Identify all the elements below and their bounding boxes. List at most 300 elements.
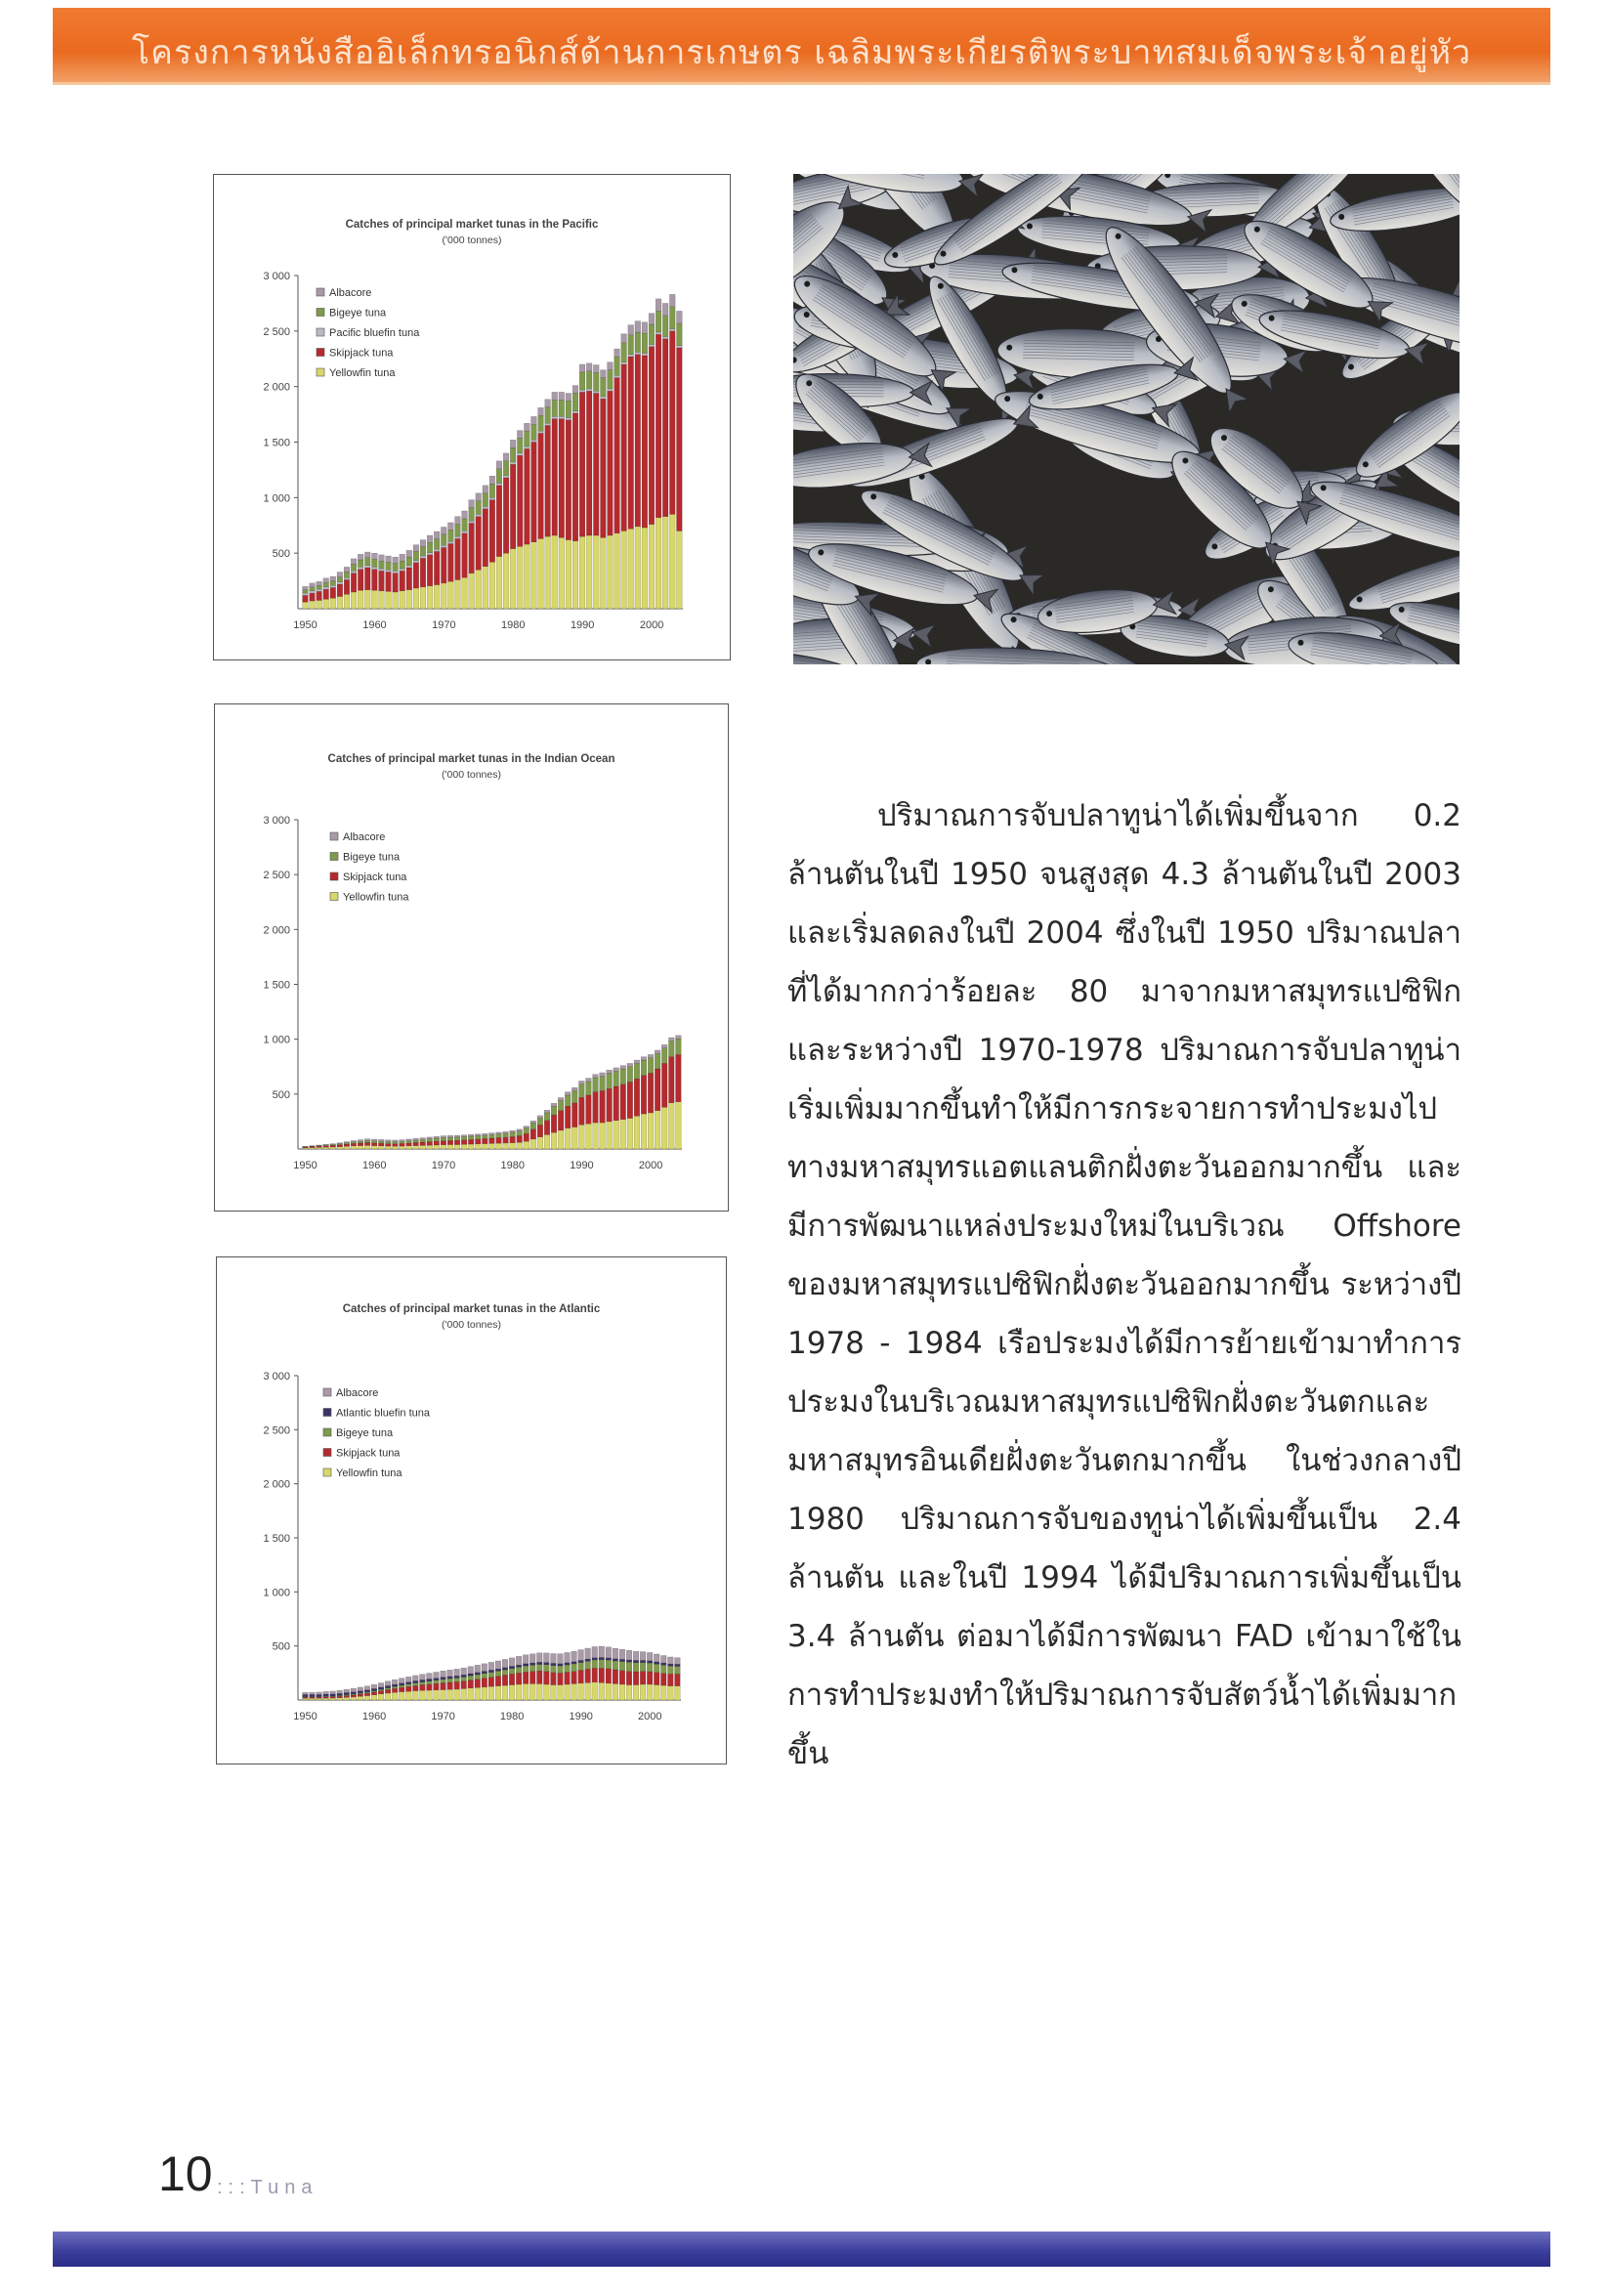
bar-segment — [337, 1693, 343, 1695]
bar-segment — [364, 1696, 370, 1700]
bar-segment — [640, 1660, 646, 1662]
bar-segment — [677, 531, 683, 609]
bar-segment — [371, 1688, 377, 1690]
bar-segment — [599, 1646, 605, 1658]
bar-segment — [544, 1134, 550, 1149]
x-tick-label: 1990 — [570, 1160, 594, 1171]
bar-segment — [614, 378, 620, 533]
bar-segment — [454, 1669, 460, 1676]
bar-segment — [461, 1681, 467, 1689]
bar-segment — [654, 1662, 659, 1664]
bar-segment — [510, 1132, 516, 1136]
bar-segment — [503, 476, 509, 478]
legend-swatch — [323, 1428, 331, 1436]
bar-segment — [371, 1684, 377, 1688]
bar-segment — [619, 1649, 625, 1659]
legend-swatch — [330, 853, 338, 861]
bar-segment — [420, 587, 426, 609]
bar-segment — [323, 599, 329, 609]
y-tick-label: 1 500 — [263, 437, 290, 449]
bar-segment — [510, 549, 516, 609]
bar-segment — [619, 1661, 625, 1670]
bar-segment — [482, 1138, 487, 1143]
bar-segment — [571, 1651, 577, 1662]
bar-segment — [420, 1139, 426, 1142]
legend-label: Bigeye tuna — [336, 1427, 394, 1439]
bar-segment — [517, 1131, 523, 1136]
bar-segment — [614, 1068, 619, 1071]
bar-segment — [434, 1679, 440, 1680]
bar-segment — [538, 407, 544, 415]
bar-segment — [579, 390, 585, 392]
bar-segment — [586, 1082, 592, 1095]
bar-segment — [330, 587, 336, 598]
bar-segment — [558, 1666, 564, 1673]
bar-segment — [405, 1684, 411, 1686]
bar-segment — [393, 563, 399, 571]
bar-segment — [310, 583, 316, 587]
bar-segment — [441, 527, 446, 533]
bar-segment — [488, 1673, 494, 1678]
bar-segment — [475, 1673, 481, 1675]
bar-segment — [441, 1136, 446, 1138]
bar-segment — [496, 1138, 502, 1144]
bar-segment — [330, 581, 336, 586]
bar-segment — [427, 1679, 433, 1681]
bar-segment — [454, 1689, 460, 1700]
bar-segment — [660, 1656, 666, 1664]
bar-segment — [455, 517, 461, 525]
bar-segment — [364, 566, 370, 568]
bar-segment — [654, 1664, 659, 1673]
bar-segment — [613, 1683, 618, 1700]
bar-segment — [461, 1675, 467, 1677]
bar-segment — [677, 346, 683, 348]
bar-segment — [614, 1086, 619, 1121]
bar-segment — [503, 1137, 509, 1143]
bar-segment — [592, 1668, 598, 1681]
bar-segment — [544, 1113, 550, 1121]
x-tick-label: 1950 — [293, 1160, 317, 1171]
bar-segment — [434, 531, 440, 538]
bar-segment — [351, 592, 357, 609]
chart-indian-ocean-svg — [215, 704, 728, 1211]
bar-segment — [317, 589, 322, 591]
bar-segment — [323, 1698, 329, 1700]
bar-segment — [344, 1697, 350, 1700]
bar-segment — [676, 1039, 682, 1054]
bar-segment — [427, 542, 433, 552]
bar-segment — [495, 1669, 501, 1671]
bar-segment — [593, 393, 599, 534]
bar-segment — [656, 299, 661, 312]
bar-segment — [372, 553, 378, 559]
legend-label: Skipjack tuna — [343, 872, 407, 883]
bar-segment — [351, 1695, 357, 1697]
bar-segment — [613, 1659, 618, 1661]
bar-segment — [558, 1097, 564, 1100]
y-tick-label: 3 000 — [263, 271, 290, 282]
bar-segment — [344, 1144, 350, 1146]
bar-segment — [482, 1135, 487, 1138]
bar-segment — [323, 587, 329, 589]
bar-segment — [565, 1128, 571, 1149]
bar-segment — [571, 1090, 577, 1102]
bar-segment — [405, 1686, 411, 1691]
bar-segment — [406, 1143, 412, 1146]
bar-segment — [565, 1673, 571, 1684]
bar-segment — [468, 1680, 474, 1688]
bar-segment — [619, 1684, 625, 1700]
bar-segment — [585, 1669, 591, 1682]
bar-segment — [667, 1674, 673, 1685]
x-tick-label: 1980 — [501, 619, 526, 631]
bar-segment — [654, 1685, 659, 1700]
bar-segment — [379, 555, 385, 561]
bar-segment — [565, 1665, 571, 1673]
bar-segment — [496, 461, 502, 469]
y-tick-label: 1 000 — [263, 1034, 290, 1046]
bar-segment — [310, 593, 316, 601]
bar-segment — [323, 1147, 329, 1149]
bar-segment — [364, 558, 370, 566]
bar-segment — [572, 413, 578, 541]
bar-segment — [413, 1140, 419, 1142]
bar-segment — [372, 567, 378, 569]
bar-segment — [330, 1144, 336, 1145]
bar-segment — [599, 1668, 605, 1682]
bar-segment — [647, 1652, 653, 1660]
bar-segment — [462, 531, 468, 532]
bar-segment — [406, 590, 412, 609]
bar-segment — [675, 1664, 681, 1666]
bar-segment — [358, 1696, 363, 1700]
bar-segment — [516, 1684, 522, 1700]
bar-segment — [358, 560, 363, 567]
bar-segment — [503, 461, 509, 476]
bar-segment — [364, 1142, 370, 1145]
bar-segment — [536, 1671, 542, 1683]
legend-label: Skipjack tuna — [329, 347, 394, 360]
bar-segment — [628, 529, 634, 609]
bar-segment — [495, 1661, 501, 1669]
bar-segment — [441, 1689, 446, 1700]
bar-segment — [351, 1688, 357, 1692]
bar-segment — [385, 1681, 391, 1686]
bar-segment — [649, 344, 655, 346]
bar-segment — [358, 1141, 363, 1143]
bar-segment — [544, 1684, 550, 1700]
bar-segment — [385, 1146, 391, 1149]
bar-segment — [303, 593, 309, 595]
bar-segment — [621, 343, 627, 362]
bar-segment — [544, 1110, 550, 1113]
bar-segment — [434, 1141, 440, 1145]
bar-segment — [358, 1146, 363, 1149]
bar-segment — [626, 1672, 632, 1685]
bar-segment — [496, 486, 502, 557]
bar-segment — [317, 600, 322, 609]
bar-segment — [385, 1688, 391, 1690]
bar-segment — [662, 316, 668, 337]
bar-segment — [344, 1696, 350, 1698]
bar-segment — [517, 431, 523, 439]
bar-segment — [475, 1665, 481, 1673]
legend-swatch — [317, 309, 324, 317]
bar-segment — [579, 1084, 585, 1097]
bar-segment — [558, 1101, 564, 1111]
y-tick-label: 2 000 — [263, 381, 290, 394]
bar-segment — [427, 586, 433, 609]
bar-segment — [434, 549, 440, 551]
bar-segment — [468, 1139, 474, 1144]
bar-segment — [510, 462, 516, 464]
bar-segment — [400, 554, 405, 561]
bar-segment — [448, 541, 454, 543]
bar-segment — [559, 419, 565, 538]
bar-segment — [317, 591, 322, 600]
bar-segment — [468, 1688, 474, 1700]
bar-segment — [558, 1664, 564, 1666]
bar-segment — [517, 1129, 523, 1131]
bar-segment — [393, 1142, 399, 1144]
bar-segment — [545, 400, 551, 407]
bar-segment — [406, 568, 412, 590]
y-tick-label: 3 000 — [263, 815, 290, 827]
bar-segment — [448, 544, 454, 582]
bar-segment — [642, 354, 648, 356]
bar-segment — [524, 1133, 529, 1141]
bar-segment — [400, 569, 405, 571]
bar-segment — [413, 588, 419, 609]
bar-segment — [626, 1662, 632, 1672]
bar-segment — [558, 1654, 564, 1664]
footer-bar — [53, 2232, 1550, 2267]
bar-segment — [525, 423, 530, 431]
bar-segment — [461, 1136, 467, 1139]
y-tick-label: 2 500 — [263, 1424, 290, 1437]
bar-segment — [571, 1672, 577, 1684]
bar-segment — [586, 1079, 592, 1082]
bar-segment — [579, 372, 585, 390]
bar-segment — [399, 1692, 404, 1700]
bar-segment — [427, 535, 433, 542]
bar-segment — [482, 1687, 487, 1700]
bar-segment — [517, 1136, 523, 1143]
bar-segment — [441, 1671, 446, 1677]
bar-segment — [420, 1679, 426, 1681]
bar-segment — [337, 582, 343, 584]
bar-segment — [323, 582, 329, 587]
bar-segment — [626, 1685, 632, 1700]
bar-segment — [654, 1673, 659, 1685]
bar-segment — [393, 557, 399, 563]
bar-segment — [601, 397, 607, 399]
bar-segment — [427, 1142, 433, 1146]
bar-segment — [323, 1691, 329, 1694]
bar-segment — [475, 1139, 481, 1144]
bar-segment — [585, 1661, 591, 1669]
bar-segment — [378, 1691, 384, 1694]
bar-segment — [337, 1147, 343, 1149]
x-tick-label: 1980 — [499, 1711, 525, 1722]
bar-segment — [330, 1145, 336, 1147]
bar-segment — [642, 528, 648, 609]
bar-segment — [412, 1691, 418, 1700]
bar-segment — [482, 1144, 487, 1149]
bar-segment — [502, 1659, 508, 1667]
bar-segment — [558, 1130, 564, 1149]
bar-segment — [358, 567, 363, 569]
bar-segment — [551, 1115, 557, 1132]
bar-segment — [503, 478, 509, 553]
bar-segment — [530, 1123, 536, 1128]
bar-segment — [405, 1677, 411, 1681]
bar-segment — [566, 420, 571, 540]
bar-segment — [406, 566, 412, 568]
x-tick-label: 1960 — [361, 1711, 387, 1722]
bar-segment — [640, 1684, 646, 1700]
bar-segment — [614, 533, 620, 609]
bar-segment — [601, 399, 607, 537]
bar-segment — [344, 1142, 350, 1143]
bar-segment — [441, 1678, 446, 1679]
bar-segment — [447, 1677, 453, 1679]
bar-segment — [386, 572, 392, 591]
bar-segment — [516, 1665, 522, 1667]
bar-segment — [351, 1692, 357, 1694]
bar-segment — [545, 425, 551, 536]
bar-segment — [447, 1135, 453, 1137]
legend-swatch — [317, 368, 324, 376]
legend-label: Albacore — [343, 831, 386, 843]
bar-segment — [364, 1690, 370, 1692]
bar-segment — [558, 1673, 564, 1684]
bar-segment — [537, 1116, 543, 1118]
bar-segment — [578, 1650, 584, 1661]
bar-segment — [351, 565, 357, 572]
bar-segment — [427, 553, 433, 555]
bar-segment — [317, 585, 322, 589]
bar-segment — [537, 1118, 543, 1125]
bar-segment — [592, 1658, 598, 1660]
bar-segment — [364, 1140, 370, 1142]
y-tick-label: 1 000 — [263, 492, 290, 505]
bar-segment — [502, 1670, 508, 1676]
bar-segment — [592, 1660, 598, 1668]
bar-segment — [379, 591, 385, 609]
bar-segment — [455, 538, 461, 579]
bar-segment — [544, 1665, 550, 1672]
bar-segment — [565, 1663, 571, 1665]
bar-segment — [412, 1685, 418, 1690]
bar-segment — [364, 568, 370, 590]
bar-segment — [323, 1146, 329, 1148]
bar-segment — [607, 1070, 613, 1073]
bar-segment — [475, 1136, 481, 1139]
bar-segment — [434, 1145, 440, 1149]
bar-segment — [427, 1684, 433, 1690]
bar-segment — [420, 1142, 426, 1145]
bar-segment — [337, 572, 343, 576]
bar-segment — [531, 542, 537, 609]
bar-segment — [600, 1090, 606, 1123]
bar-segment — [620, 1084, 626, 1120]
bar-segment — [599, 1658, 605, 1660]
bar-segment — [488, 1678, 494, 1687]
bar-segment — [495, 1677, 501, 1686]
bar-segment — [372, 570, 378, 591]
bar-segment — [434, 551, 440, 584]
legend-label: Yellowfin tuna — [336, 1467, 402, 1479]
bar-segment — [441, 1145, 446, 1149]
bar-segment — [667, 1666, 673, 1674]
bar-segment — [552, 392, 558, 400]
bar-segment — [462, 511, 468, 519]
bar-segment — [503, 1133, 509, 1137]
bar-segment — [310, 591, 316, 593]
bar-segment — [676, 1054, 682, 1101]
bar-segment — [633, 1663, 639, 1672]
bar-segment — [378, 1146, 384, 1149]
bar-segment — [337, 1696, 343, 1698]
bar-segment — [669, 294, 675, 307]
bar-segment — [351, 1146, 357, 1149]
bar-segment — [667, 1657, 673, 1664]
bar-segment — [523, 1683, 529, 1700]
legend-swatch — [330, 832, 338, 840]
bar-segment — [669, 329, 675, 331]
bar-segment — [489, 476, 495, 484]
bar-segment — [525, 544, 530, 609]
bar-segment — [593, 1123, 599, 1149]
bar-segment — [551, 1673, 557, 1685]
bar-segment — [660, 1663, 666, 1665]
bar-segment — [310, 1148, 316, 1149]
legend-label: Skipjack tuna — [336, 1447, 401, 1460]
bar-segment — [571, 1103, 577, 1127]
bar-segment — [661, 1044, 667, 1047]
bar-segment — [420, 556, 426, 558]
bar-segment — [579, 1097, 585, 1125]
bar-segment — [668, 1103, 674, 1149]
bar-segment — [310, 601, 316, 609]
bar-segment — [571, 1683, 577, 1700]
bar-segment — [517, 453, 523, 455]
bar-segment — [489, 1134, 495, 1138]
bar-segment — [427, 1145, 433, 1149]
bar-segment — [536, 1653, 542, 1663]
bar-segment — [358, 1687, 363, 1691]
bar-segment — [606, 1669, 612, 1683]
bar-segment — [677, 348, 683, 531]
bar-segment — [510, 1143, 516, 1149]
bar-segment — [566, 393, 571, 401]
bar-segment — [378, 1694, 384, 1700]
bar-segment — [627, 1082, 633, 1118]
bar-segment — [386, 562, 392, 570]
bar-segment — [489, 1143, 495, 1149]
bar-segment — [344, 594, 350, 609]
x-tick-label: 2000 — [639, 619, 664, 631]
bar-segment — [545, 407, 551, 423]
bar-segment — [608, 362, 614, 370]
bar-segment — [447, 1140, 453, 1144]
legend-label: Atlantic bluefin tuna — [336, 1407, 431, 1420]
bar-segment — [614, 375, 620, 377]
bar-segment — [413, 1142, 419, 1145]
bar-segment — [434, 1672, 440, 1678]
